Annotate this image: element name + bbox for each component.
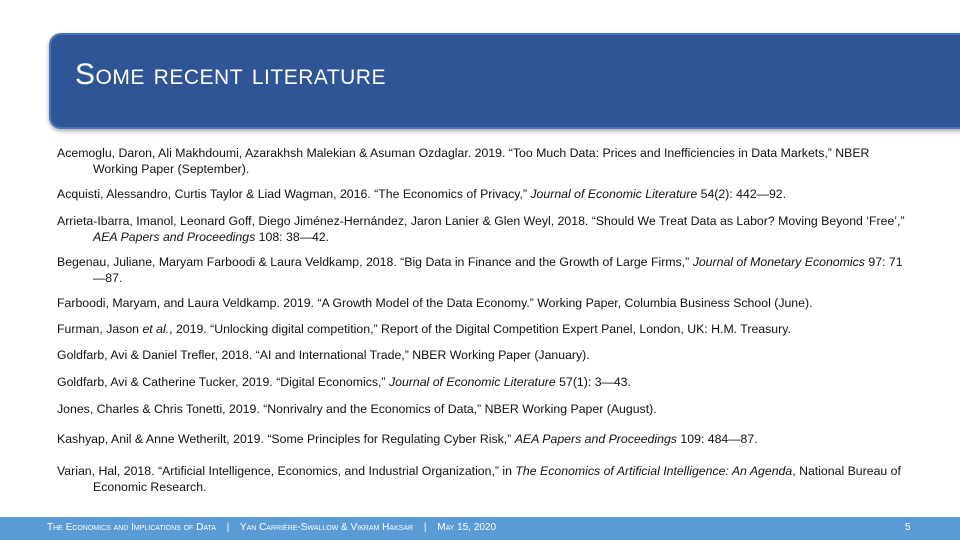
footer-deck-title: The Economics and Implications of Data: [47, 522, 216, 533]
reference-text: Goldfarb, Avi & Daniel Trefler, 2018. “AI and International Trade,” NBER Working Paper (January).: [57, 348, 590, 362]
page-number: 5: [905, 522, 911, 533]
reference-item: [57, 464, 907, 495]
reference-item: [57, 375, 907, 391]
reference-publication: AEA Papers and Proceedings: [514, 432, 677, 446]
reference-text: Begenau, Juliane, Maryam Farboodi & Laura Veldkamp, 2018. “Big Data in Finance and the Growth of Large Firms,”: [57, 255, 693, 269]
reference-item: [57, 348, 907, 364]
reference-item: [57, 296, 907, 312]
slide-title: Some recent literature: [75, 58, 386, 91]
reference-item: [57, 187, 907, 203]
reference-text: 54(2): 442—92.: [697, 187, 787, 201]
reference-item: [57, 146, 907, 177]
reference-item: [57, 322, 907, 338]
reference-text: 109: 484—87.: [676, 432, 758, 446]
reference-text: Kashyap, Anil & Anne Wetherilt, 2019. “Some Principles for Regulating Cyber Risk,”: [57, 432, 515, 446]
reference-publication: AEA Papers and Proceedings: [93, 229, 256, 244]
reference-item: [57, 255, 907, 286]
reference-text: Arrieta-Ibarra, Imanol, Leonard Goff, Diego Jiménez-Hernández, Jaron Lanier & Glen Weyl, 2018. “Should We Treat Data as Labor? Moving Beyond ‘Free’,”: [57, 214, 905, 228]
reference-publication: Journal of Economic Literature: [388, 375, 556, 389]
reference-item: [57, 214, 907, 245]
reference-text: , National Bureau of Economic Research.: [93, 464, 901, 494]
footer-info: [47, 522, 496, 533]
reference-text: Acquisti, Alessandro, Curtis Taylor & Liad Wagman, 2016. “The Economics of Privacy,”: [57, 187, 531, 201]
reference-text: 108: 38—42.: [255, 229, 330, 244]
footer-authors: Yan Carrière-Swallow & Vikram Haksar: [239, 522, 414, 533]
footer-separator: |: [423, 522, 427, 533]
reference-text: Acemoglu, Daron, Ali Makhdoumi, Azarakhsh Malekian & Asuman Ozdaglar. 2019. “Too Much Data: Prices and Inefficiencies in Data Markets,” NBER Working Paper (September).: [57, 146, 870, 176]
reference-publication: Journal of Economic Literature: [530, 187, 698, 201]
reference-text: , 2019. “Unlocking digital competition,” Report of the Digital Competition Expert Panel, London, UK: H.M. Treasury.: [169, 322, 791, 336]
reference-text: 57(1): 3—43.: [555, 375, 631, 389]
reference-text: Farboodi, Maryam, and Laura Veldkamp. 2019. “A Growth Model of the Data Economy.” Working Paper, Columbia Business School (June).: [57, 296, 813, 310]
reference-item: [57, 432, 907, 448]
reference-publication: et al.: [142, 322, 170, 336]
footer-date: May 15, 2020: [437, 522, 497, 533]
reference-text: Jones, Charles & Chris Tonetti, 2019. “Nonrivalry and the Economics of Data,” NBER Working Paper (August).: [57, 402, 657, 416]
reference-publication: The Economics of Artificial Intelligence: An Agenda: [515, 464, 793, 478]
reference-item: [57, 402, 907, 418]
footer-separator: |: [226, 522, 230, 533]
reference-text: Varian, Hal, 2018. “Artificial Intelligence, Economics, and Industrial Organization,” in: [57, 464, 516, 478]
reference-text: Furman, Jason: [57, 322, 143, 336]
reference-text: 97: 71—87.: [93, 255, 903, 285]
reference-publication: Journal of Monetary Economics: [692, 255, 865, 269]
reference-text: Goldfarb, Avi & Catherine Tucker, 2019. “Digital Economics,”: [57, 375, 389, 389]
